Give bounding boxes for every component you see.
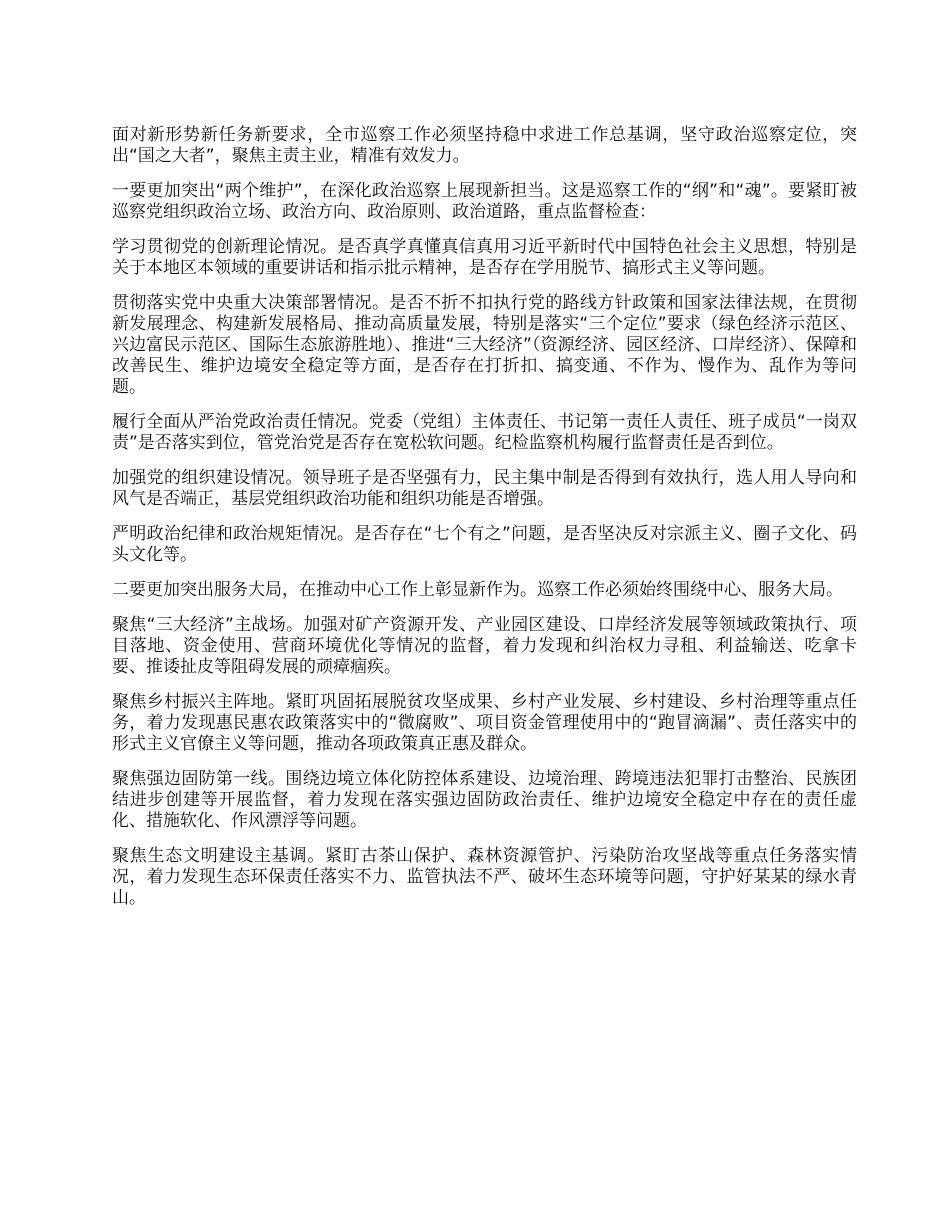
paragraph-point-two: 二要更加突出服务大局，在推动中心工作上彰显新作为。巡察工作必须始终围绕中心、服务大局。	[112, 580, 843, 600]
paragraph-border-defense: 聚焦强边固防第一线。围绕边境立体化防控体系建设、边境治理、跨境违法犯罪打击整治、民族团结进步创建等开展监督，着力发现在落实强边固防政治责任、维护边境安全稳定中存在的责任虚化、措施软化、作风漂浮等问题。	[112, 769, 857, 831]
paragraph-central-decisions: 贯彻落实党中央重大决策部署情况。是否不折不扣执行党的路线方针政策和国家法律法规，在贯彻新发展理念、构建新发展格局、推动高质量发展，特别是落实“三个定位”要求（绿色经济示范区、兴边富民示范区、国际生态旅游胜地）、推进“三大经济”（资源经济、园区经济、口岸经济）、保障和改善民生、维护边境安全稳定等方面，是否存在打折扣、搞变通、不作为、慢作为、乱作为等问题。	[112, 293, 857, 397]
paragraph-political-discipline: 严明政治纪律和政治规矩情况。是否存在“七个有之”问题，是否坚决反对宗派主义、圈子文化、码头文化等。	[112, 524, 857, 565]
document-body	[112, 125, 857, 923]
paragraph-theory-study: 学习贯彻党的创新理论情况。是否真学真懂真信真用习近平新时代中国特色社会主义思想，特别是关于本地区本领域的重要讲话和指示批示精神，是否存在学用脱节、搞形式主义等问题。	[112, 237, 857, 278]
paragraph-rural-revitalization: 聚焦乡村振兴主阵地。紧盯巩固拓展脱贫攻坚成果、乡村产业发展、乡村建设、乡村治理等重点任务，着力发现惠民惠农政策落实中的“微腐败”、项目资金管理使用中的“跑冒滴漏”、责任落实中的形式主义官僚主义等问题，推动各项政策真正惠及群众。	[112, 692, 857, 754]
paragraph-three-economies: 聚焦“三大经济”主战场。加强对矿产资源开发、产业园区建设、口岸经济发展等领域政策执行、项目落地、资金使用、营商环境优化等情况的监督，着力发现和纠治权力寻租、利益输送、吃拿卡要、推诿扯皮等阻碍发展的顽瘴痼疾。	[112, 615, 857, 677]
paragraph-organization-building: 加强党的组织建设情况。领导班子是否坚强有力，民主集中制是否得到有效执行，选人用人导向和风气是否端正，基层党组织政治功能和组织功能是否增强。	[112, 468, 857, 509]
paragraph-intro: 面对新形势新任务新要求，全市巡察工作必须坚持稳中求进工作总基调，坚守政治巡察定位，突出“国之大者”，聚焦主责主业，精准有效发力。	[112, 125, 857, 166]
paragraph-point-one: 一要更加突出“两个维护”，在深化政治巡察上展现新担当。这是巡察工作的“纲”和“魂”。要紧盯被巡察党组织政治立场、政治方向、政治原则、政治道路，重点监督检查：	[112, 181, 857, 222]
paragraph-party-governance: 履行全面从严治党政治责任情况。党委（党组）主体责任、书记第一责任人责任、班子成员“一岗双责”是否落实到位，管党治党是否存在宽松软问题。纪检监察机构履行监督责任是否到位。	[112, 412, 857, 453]
paragraph-ecological-civilization: 聚焦生态文明建设主基调。紧盯古茶山保护、森林资源管护、污染防治攻坚战等重点任务落实情况，着力发现生态环保责任落实不力、监管执法不严、破坏生态环境等问题，守护好某某的绿水青山。	[112, 846, 857, 908]
